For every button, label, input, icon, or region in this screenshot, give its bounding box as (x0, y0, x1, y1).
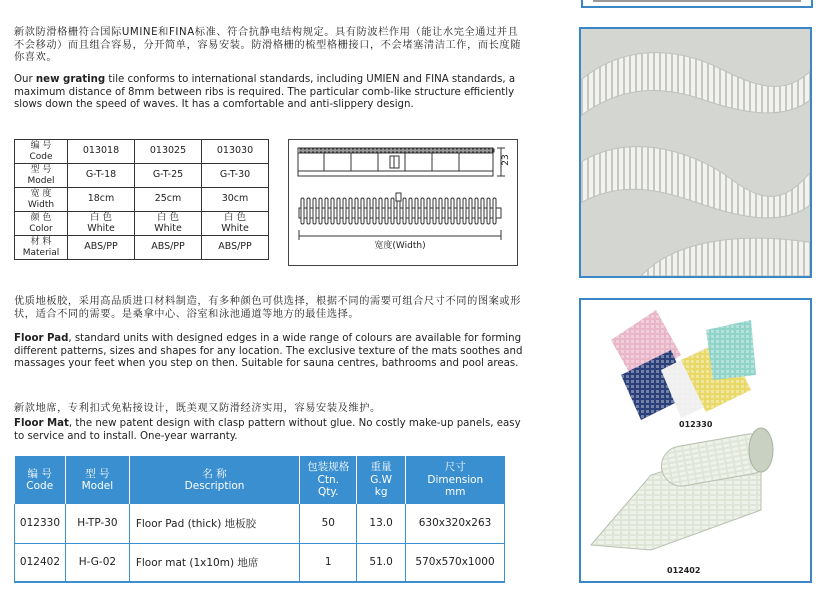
floor-pad-description-en: Floor Pad, standard units with designed edges in a wide range of colours are available for forming different patterns, sizes and shapes for any location. The exclusive texture of the mats soothes and massages your feet when you step on then. Suitable for sauna centres, bathrooms and pool areas. (14, 333, 523, 369)
grating-description-cn: 新款防滑格栅符合国际UMINE和FINA标准、符合抗静电结构规定。具有防波栏作用（能让水完全通过并且不会移动）而且组合容易，分开简单，容易安装。防滑格栅的梳型格栅接口，不会堵塞清洁工作，而长度随你喜欢。 (14, 27, 522, 63)
floor-mat-description-cn: 新款地席，专利扣式免粘接设计，既美观又防滑经济实用，容易安装及维护。 (14, 403, 381, 414)
grating-spec-table (14, 139, 269, 260)
floor-mat-title: Floor Mat (14, 418, 69, 429)
grating-top-view (298, 148, 505, 176)
spec-row-width: 宽 度 Width 18cm 25cm 30cm (15, 188, 269, 212)
width-dimension-label: 宽度(Width) (374, 241, 426, 251)
floor-products-photo (579, 298, 812, 583)
floor-mat-roll (591, 428, 774, 550)
product-table (14, 456, 505, 583)
height-dimension-label: 23 (501, 154, 511, 166)
product-table-header: 编 号 Code 型 号 Model 名 称 Description 包装规格 Ctn. Qty. 重量 G.W kg 尺寸 Dimension mm (15, 456, 505, 504)
floor-pad-code: 012330 (679, 420, 713, 429)
floor-pad-tiles (611, 310, 756, 420)
table-row: 012330 H-TP-30 Floor Pad (thick) 地板胶 50 13.0 630x320x263 (15, 504, 505, 543)
floor-mat-code: 012402 (667, 566, 701, 575)
spec-row-code: 编 号 Code 013018 013025 013030 (15, 140, 269, 164)
grating-profile-view (299, 193, 501, 224)
spec-row-color: 颜 色 Color 白 色 White 白 色 White 白 色 White (15, 212, 269, 236)
spec-row-material: 材 料 Material ABS/PP ABS/PP ABS/PP (15, 236, 269, 260)
floor-mat-description-en: Floor Mat, the new patent design with clasp pattern without glue. No costly make-up panels, easy to service and to install. One-year warranty. (14, 418, 521, 442)
table-row: 012402 H-G-02 Floor mat (1x10m) 地席 1 51.0 570x570x1000 (15, 543, 505, 582)
grating-technical-drawing (288, 139, 518, 266)
floor-pad-description-cn: 优质地板胶，采用高品质进口材料制造，有多种颜色可供选择，根据不同的需要可组合尺寸不同的图案或形状，适合不同的需要。是桑拿中心、浴室和泳池通道等地方的最佳选择。 (14, 296, 522, 320)
grating-photo (579, 27, 812, 278)
previous-panel-edge (581, 0, 813, 8)
grating-highlight: new grating (35, 74, 106, 85)
spec-row-model: 型 号 Model G-T-18 G-T-25 G-T-30 (15, 164, 269, 188)
grating-description-en: Our new grating tile conforms to international standards, including UMIEN and FINA standards, a maximum distance of 8mm between ribs is required. The particular comb-like structure efficiently slows down the speed of waves. It has a comfortable and anti-slippery design. (14, 74, 516, 110)
floor-pad-title: Floor Pad (14, 333, 69, 344)
